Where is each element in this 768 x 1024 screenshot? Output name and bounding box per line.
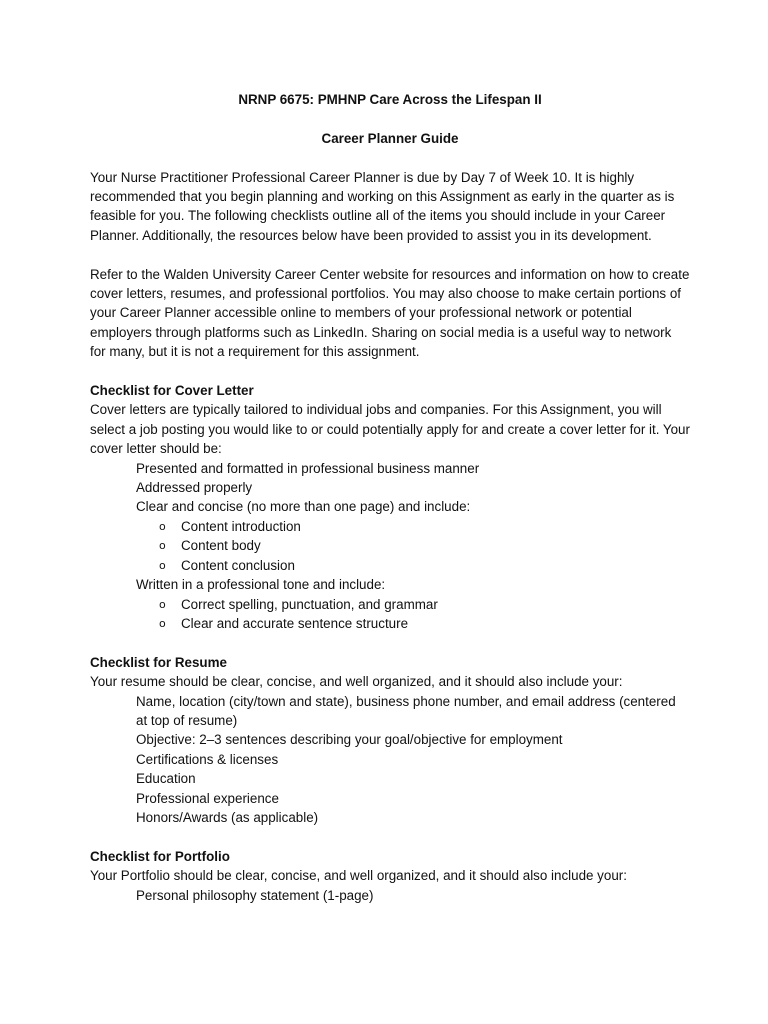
hollow-bullet-icon: o (159, 597, 166, 611)
list-item: Certifications & licenses (136, 751, 279, 767)
sublist-item (159, 614, 690, 633)
list-item: Professional experience (136, 790, 279, 806)
sublist-item-text: Clear and accurate sentence structure (181, 615, 409, 631)
resume-heading: Checklist for Resume (90, 654, 227, 670)
cover-letter-intro: Cover letters are typically tailored to individual jobs and companies. For this Assignment, you will select a job posting you would like to or could potentially apply for and create a cover letter for it. Your cover letter should be: (90, 402, 690, 457)
list-item (136, 575, 690, 633)
section-spacer (90, 827, 690, 846)
sublist-item-text: Content introduction (181, 518, 301, 534)
list-item: Addressed properly (136, 480, 253, 496)
resume-intro: Your resume should be clear, concise, and well organized, and it should also include your: (90, 674, 623, 690)
portfolio-section (90, 847, 690, 905)
list-item: Personal philosophy statement (1-page) (136, 887, 374, 903)
list-item: Name, location (city/town and state), business phone number, and email address (centered at top of resume) (136, 693, 676, 728)
professional-tone-sublist (136, 595, 690, 634)
portfolio-list (90, 886, 690, 905)
document-content (90, 90, 690, 905)
course-title: NRNP 6675: PMHNP Care Across the Lifespan II (238, 92, 542, 107)
cover-letter-list (90, 459, 690, 634)
hollow-bullet-icon: o (159, 616, 166, 630)
intro-paragraph-1: Your Nurse Practitioner Professional Career Planner is due by Day 7 of Week 10. It is highly recommended that you begin planning and working on this Assignment as early in the quarter as is feasible for you. The following checklists outline all of the items you should include in your Career Planner. Additionally, the resources below have been provided to assist you in its development. (90, 169, 675, 243)
list-item (136, 497, 690, 575)
sublist-item (159, 536, 690, 555)
list-item-text: Clear and concise (no more than one page) and include: (136, 499, 471, 515)
portfolio-intro: Your Portfolio should be clear, concise, and well organized, and it should also include your: (90, 868, 627, 884)
list-item: Presented and formatted in professional business manner (136, 460, 480, 476)
intro-paragraph-2: Refer to the Walden University Career Center website for resources and information on how to create cover letters, resumes, and professional portfolios. You may also choose to make certain portions of your Career Planner accessible online to members of your professional network or potential employers through platforms such as LinkedIn. Sharing on social media is a useful way to network for many, but it is not a requirement for this assignment. (90, 266, 690, 360)
list-item-text: Written in a professional tone and include: (136, 577, 386, 593)
hollow-bullet-icon: o (159, 519, 166, 533)
list-item: Objective: 2–3 sentences describing your goal/objective for employment (136, 732, 563, 748)
sublist-item (159, 517, 690, 536)
clear-concise-sublist (136, 517, 690, 575)
sublist-item (159, 595, 690, 614)
list-item: Education (136, 771, 196, 787)
resume-list (90, 692, 690, 828)
resume-section (90, 653, 690, 828)
hollow-bullet-icon: o (159, 539, 166, 553)
sublist-item-text: Content conclusion (181, 557, 295, 573)
guide-title: Career Planner Guide (321, 130, 459, 146)
cover-letter-section (90, 381, 690, 633)
sublist-item-text: Correct spelling, punctuation, and grammar (181, 596, 438, 612)
section-spacer (90, 633, 690, 652)
sublist-item (159, 556, 690, 575)
portfolio-heading: Checklist for Portfolio (90, 848, 230, 864)
hollow-bullet-icon: o (159, 558, 166, 572)
sublist-item-text: Content body (181, 538, 261, 554)
cover-letter-heading: Checklist for Cover Letter (90, 383, 254, 399)
list-item: Honors/Awards (as applicable) (136, 809, 319, 825)
